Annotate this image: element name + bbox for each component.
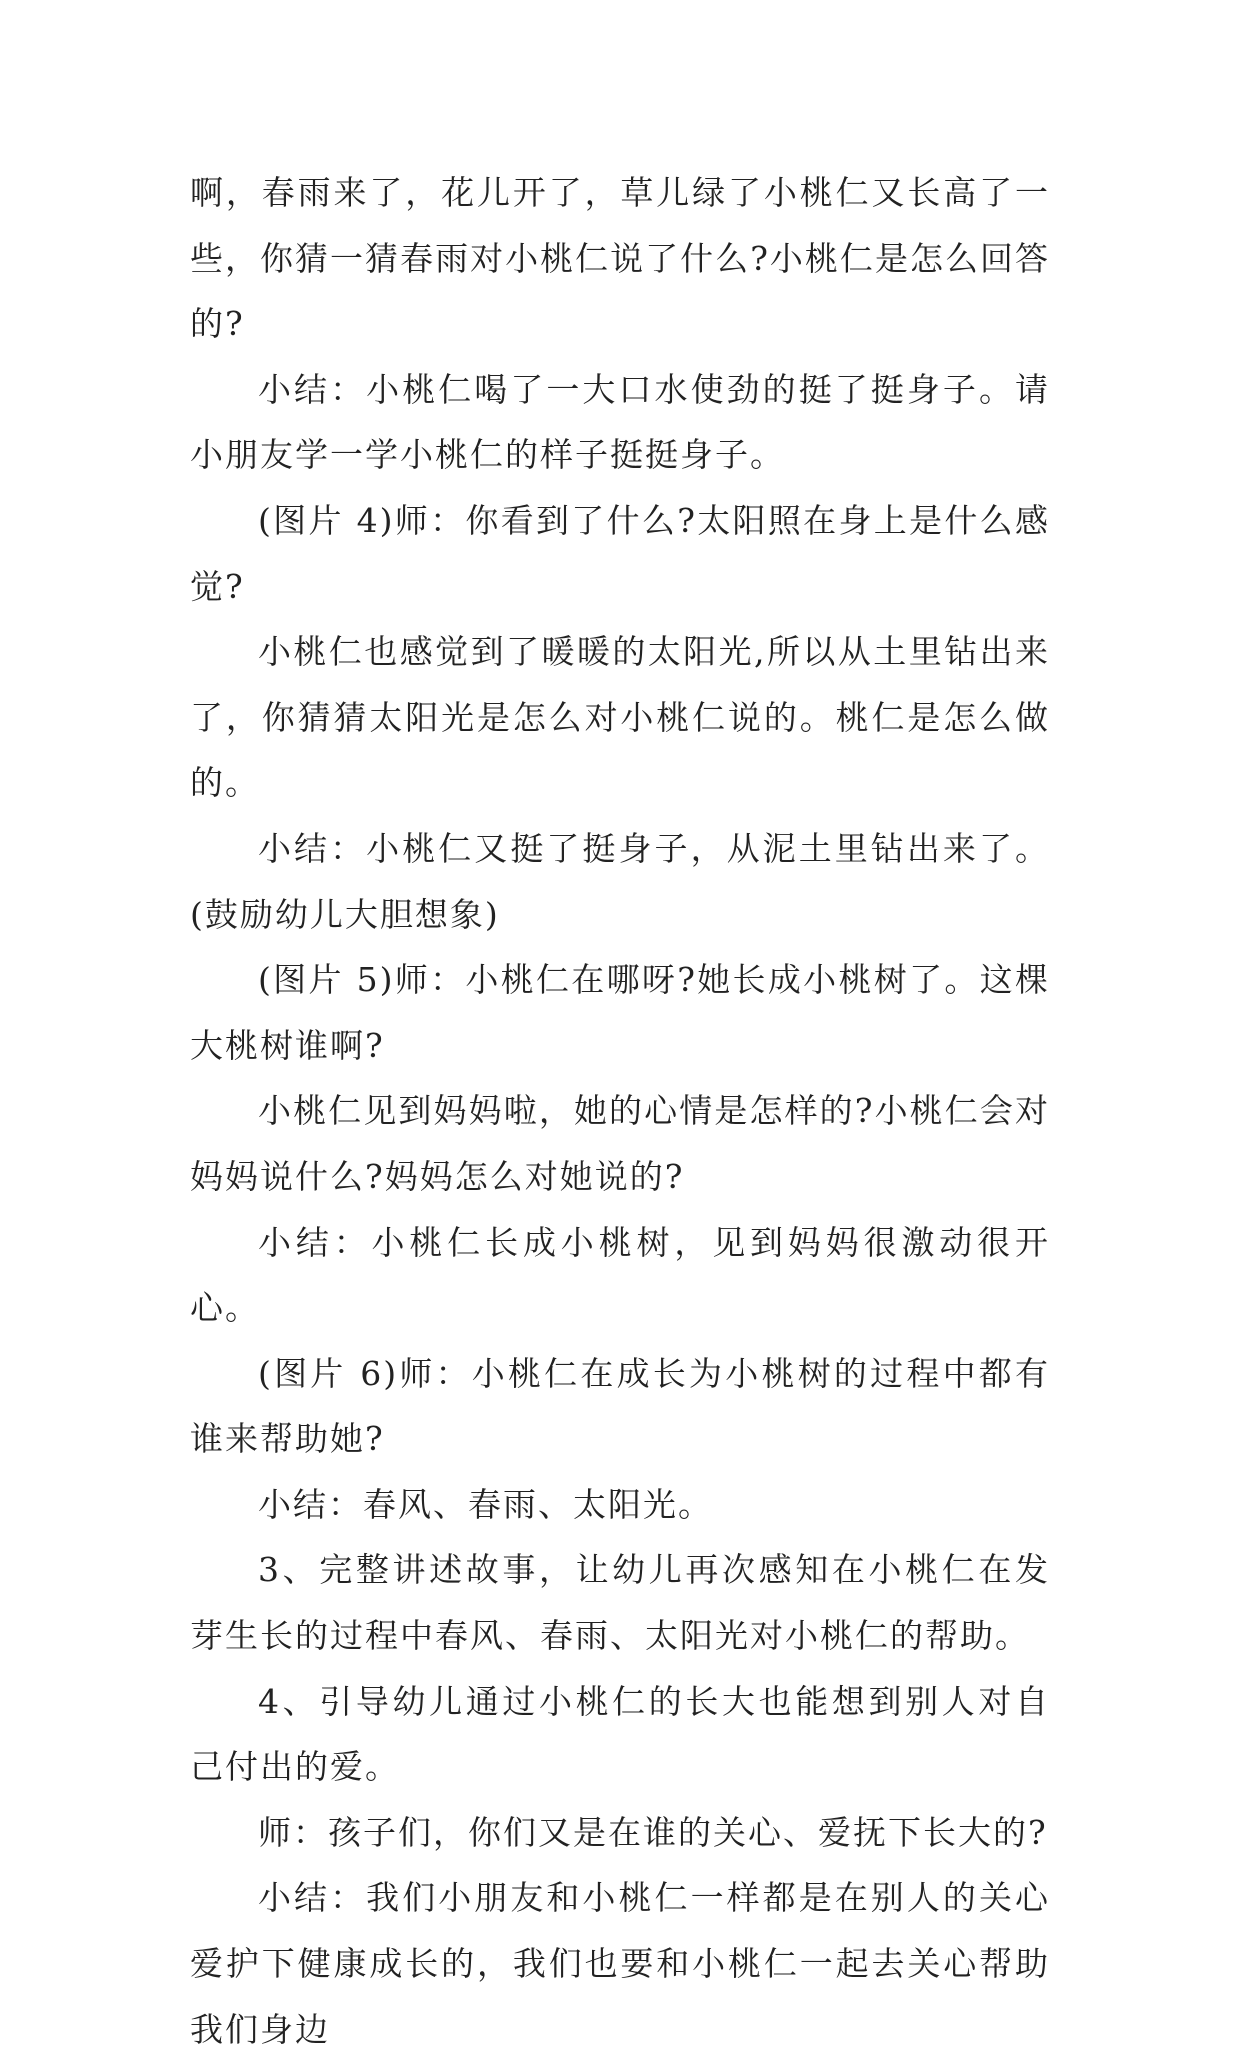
paragraph: 4、引导幼儿通过小桃仁的长大也能想到别人对自己付出的爱。 [190,1681,1050,1787]
paragraph: 小结：小桃仁长成小桃树，见到妈妈很激动很开心。 [190,1222,1050,1328]
paragraph-continuation: 啊，春雨来了，花儿开了，草儿绿了小桃仁又长高了一些，你猜一猜春雨对小桃仁说了什么?小桃仁是怎么回答的? [190,173,1050,344]
paragraph: (图片 4)师：你看到了什么?太阳照在身上是什么感觉? [190,500,1050,606]
document-body [190,160,1050,2062]
paragraph: (图片 5)师：小桃仁在哪呀?她长成小桃树了。这棵大桃树谁啊? [190,960,1050,1065]
paragraph: 3、完整讲述故事，让幼儿再次感知在小桃仁在发芽生长的过程中春风、春雨、太阳光对小桃仁的帮助。 [190,1550,1050,1656]
paragraph: 小桃仁见到妈妈啦，她的心情是怎样的?小桃仁会对妈妈说什么?妈妈怎么对她说的? [190,1091,1050,1196]
paragraph: (图片 6)师：小桃仁在成长为小桃树的过程中都有谁来帮助她? [190,1353,1050,1459]
paragraph: 小桃仁也感觉到了暖暖的太阳光,所以从土里钻出来了，你猜猜太阳光是怎么对小桃仁说的。桃仁是怎么做的。 [190,632,1050,803]
paragraph: 小结：春风、春雨、太阳光。 [258,1484,713,1524]
paragraph: 小结：我们小朋友和小桃仁一样都是在别人的关心爱护下健康成长的，我们也要和小桃仁一起去关心帮助我们身边 [190,1878,1050,2049]
paragraph: 小结：小桃仁喝了一大口水使劲的挺了挺身子。请小朋友学一学小桃仁的样子挺挺身子。 [190,369,1050,475]
paragraph: 小结：小桃仁又挺了挺身子，从泥土里钻出来了。(鼓励幼儿大胆想象) [190,828,1050,934]
paragraph: 师：孩子们，你们又是在谁的关心、爱抚下长大的? [258,1812,1048,1852]
